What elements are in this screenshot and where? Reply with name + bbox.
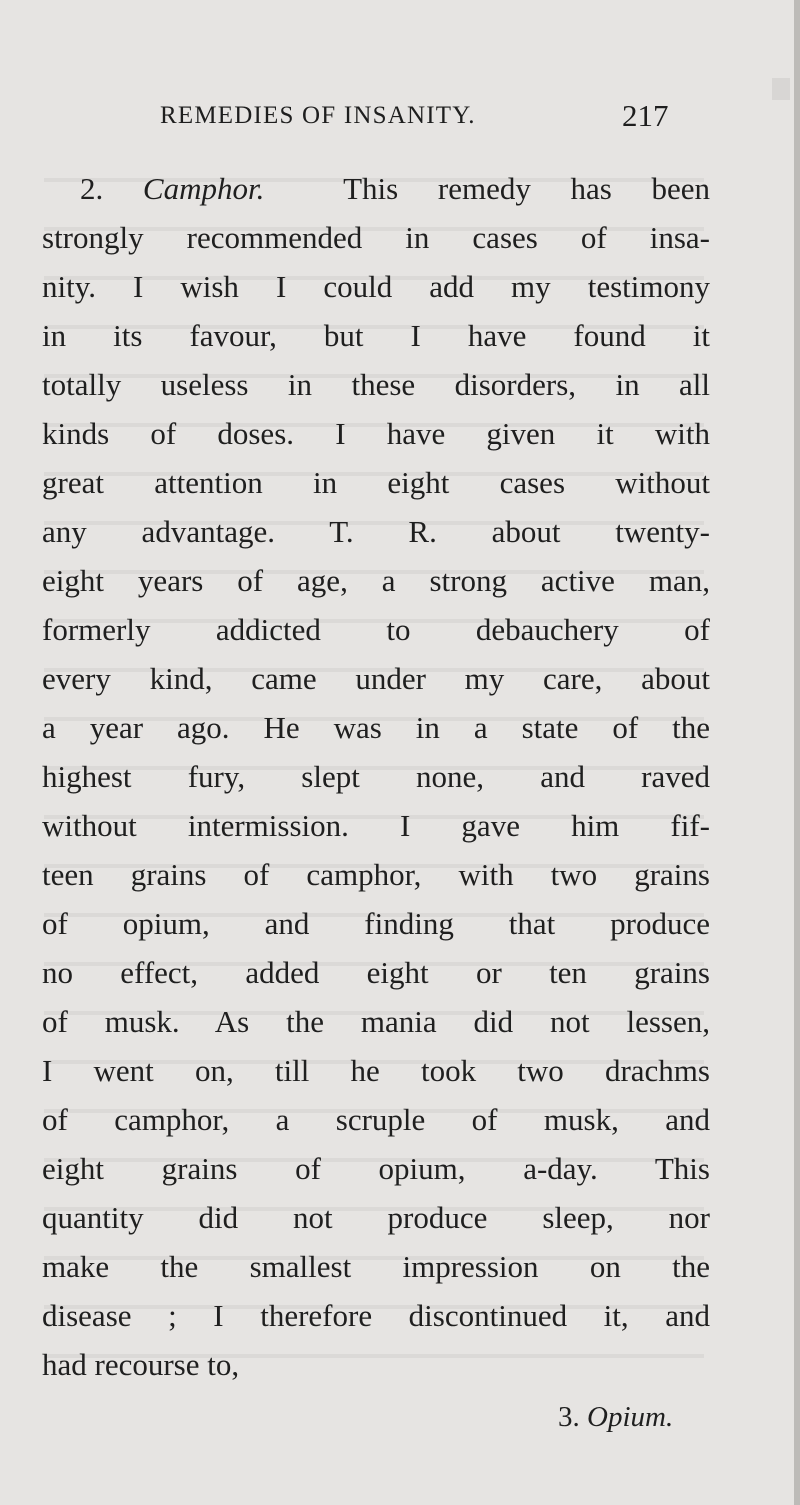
page-edge xyxy=(794,0,800,1505)
text-line: kinds of doses. I have given it with xyxy=(42,416,710,451)
page-number: 217 xyxy=(622,98,669,133)
text-line-content: This remedy has been xyxy=(343,171,710,206)
text-line: had recourse to, xyxy=(42,1347,240,1382)
text-line: of camphor, a scruple of musk, and xyxy=(42,1102,710,1137)
text-line: formerly addicted to debauchery of xyxy=(42,612,710,647)
section-title: Camphor. xyxy=(142,171,265,206)
text-line: highest fury, slept none, and raved xyxy=(42,759,710,794)
text-line xyxy=(42,164,710,213)
page-corner-mark xyxy=(772,78,790,100)
text-line: quantity did not produce sleep, nor xyxy=(42,1200,710,1235)
text-line: in its favour, but I have found it xyxy=(42,318,710,353)
text-line: totally useless in these disorders, in all xyxy=(42,367,710,402)
text-line: nity. I wish I could add my testimony xyxy=(42,269,710,304)
text-line: no effect, added eight or ten grains xyxy=(42,955,710,990)
text-line: I went on, till he took two drachms xyxy=(42,1053,710,1088)
body-paragraph xyxy=(42,164,710,1389)
section-number: 2. xyxy=(80,171,104,206)
text-line: teen grains of camphor, with two grains xyxy=(42,857,710,892)
page-header xyxy=(160,98,690,142)
running-head: REMEDIES OF INSANITY. xyxy=(160,102,476,129)
text-line: without intermission. I gave him fif- xyxy=(42,808,710,843)
text-line: a year ago. He was in a state of the xyxy=(42,710,710,745)
text-line: make the smallest impression on the xyxy=(42,1249,710,1284)
next-section-heading xyxy=(558,1393,673,1442)
text-line: of opium, and finding that produce xyxy=(42,906,710,941)
next-section-number: 3. xyxy=(558,1401,580,1433)
text-line: of musk. As the mania did not lessen, xyxy=(42,1004,710,1039)
text-line: eight years of age, a strong active man, xyxy=(42,563,710,598)
text-line: any advantage. T. R. about twenty- xyxy=(42,514,710,549)
text-line: strongly recommended in cases of insa- xyxy=(42,220,710,255)
text-line: disease ; I therefore discontinued it, and xyxy=(42,1298,710,1333)
text-line: great attention in eight cases without xyxy=(42,465,710,500)
next-section-title: Opium. xyxy=(587,1401,674,1433)
text-line: eight grains of opium, a-day. This xyxy=(42,1151,710,1186)
text-line: every kind, came under my care, about xyxy=(42,661,710,696)
